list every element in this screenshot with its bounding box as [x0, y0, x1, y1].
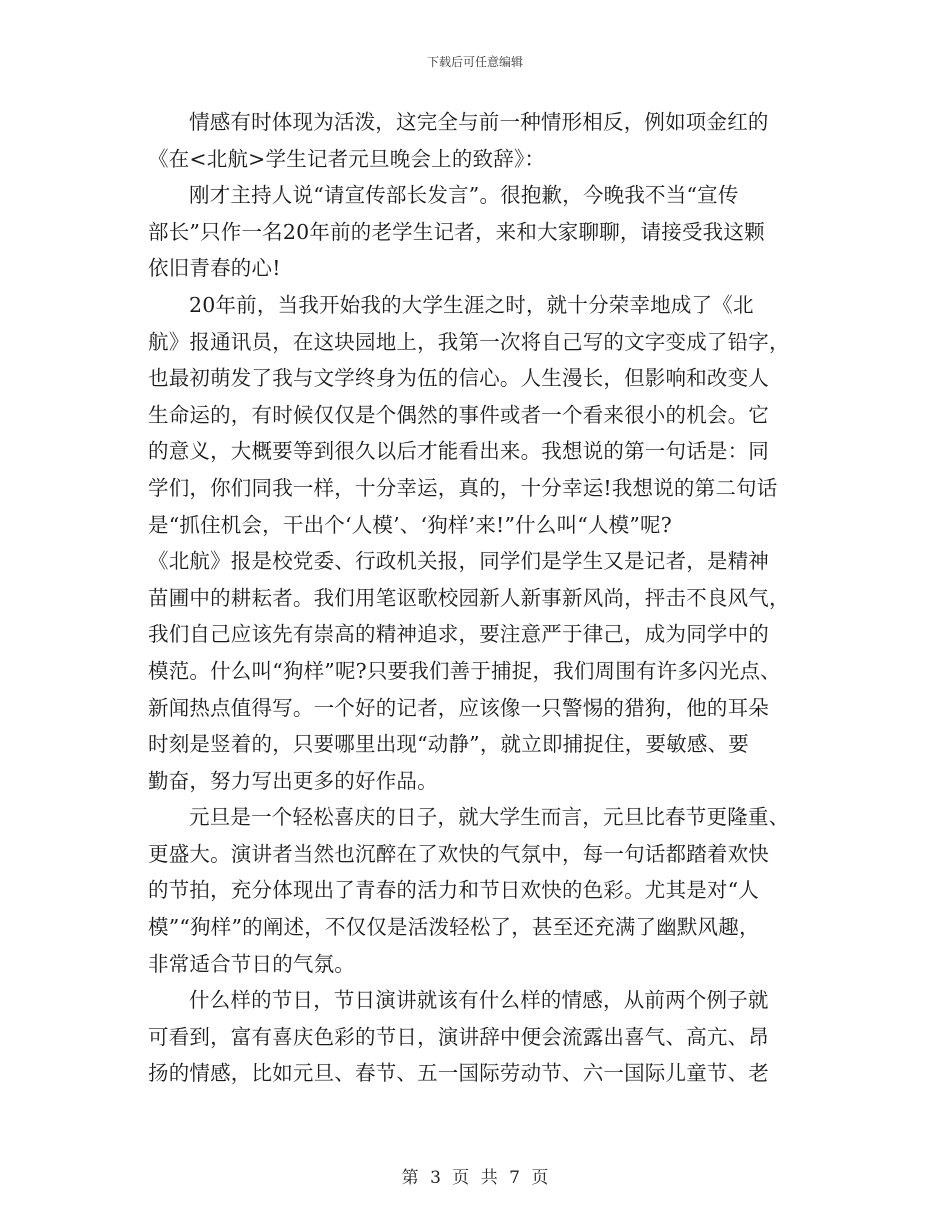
text-line: 情感有时体现为活泼，这完全与前一种情形相反，例如项金红的: [189, 110, 769, 134]
text-line: 也最初萌发了我与文学终身为伍的信心。人生漫长，但影响和改变人: [148, 366, 769, 391]
text-line: 学们，你们同我一样，十分幸运，真的，十分幸运!我想说的第二句话: [148, 475, 778, 500]
text-line: 更盛大。演讲者当然也沉醉在了欢快的气氛中，每一句话都踏着欢快: [148, 841, 769, 866]
text-line: 是“抓住机会，干出个‘人模’、‘狗样’来!”什么叫“人模”呢?: [148, 512, 672, 537]
text-line: 生命运的，有时候仅仅是个偶然的事件或者一个看来很小的机会。它: [148, 402, 769, 427]
text-line: 刚才主持人说“请宣传部长发言”。很抱歉，今晚我不当“宣传: [189, 183, 739, 208]
text-line: 依旧青春的心!: [148, 256, 281, 281]
text-line: 元旦是一个轻松喜庆的日子，就大学生而言，元旦比春节更隆重、: [189, 805, 790, 830]
text-line: 扬的情感，比如元旦、春节、五一国际劳动节、六一国际儿童节、老: [148, 1061, 769, 1086]
text-line: 苗圃中的耕耘者。我们用笔讴歌校园新人新事新风尚，抨击不良风气，: [148, 585, 790, 610]
text-line: 时刻是竖着的，只要哪里出现“动静”，就立即捕捉住，要敏感、要: [148, 732, 749, 757]
text-line: 的节拍，充分体现出了青春的活力和节日欢快的色彩。尤其是对“人: [148, 878, 759, 903]
text-line: 《北航》报是校党委、行政机关报，同学们是学生又是记者，是精神: [148, 549, 769, 574]
text-line: 什么样的节日，节日演讲就该有什么样的情感，从前两个例子就: [189, 988, 769, 1013]
text-line: 20年前，当我开始我的大学生涯之时，就十分荣幸地成了《北: [189, 292, 754, 317]
text-line: 非常适合节日的气氛。: [148, 951, 355, 976]
page-footer: 第 3 页 共 7 页: [401, 1168, 549, 1188]
page-header: 下载后可任意编辑: [426, 55, 523, 69]
text-line: 《在<北航>学生记者元旦晚会上的致辞》：: [148, 146, 546, 171]
text-line: 航》报通讯员，在这块园地上，我第一次将自己写的文字变成了铅字，: [148, 329, 790, 354]
text-line: 模”“狗样”的阐述，不仅仅是活泼轻松了，甚至还充满了幽默风趣，: [148, 915, 760, 940]
text-line: 勤奋，努力写出更多的好作品。: [148, 768, 438, 793]
text-line: 可看到，富有喜庆色彩的节日，演讲辞中便会流露出喜气、高亢、昂: [148, 1024, 769, 1049]
text-line: 新闻热点值得写。一个好的记者，应该像一只警惕的猎狗，他的耳朵: [148, 695, 769, 720]
text-line: 的意义，大概要等到很久以后才能看出来。我想说的第一句话是：同: [148, 439, 769, 464]
document-body: [148, 104, 808, 1092]
text-line: 模范。什么叫“狗样”呢?只要我们善于捕捉，我们周围有许多闪光点、: [148, 658, 781, 683]
text-line: 我们自己应该先有崇高的精神追求，要注意严于律己，成为同学中的: [148, 622, 769, 647]
text-line: 部长”只作一名20年前的老学生记者，来和大家聊聊，请接受我这颗: [148, 219, 765, 244]
